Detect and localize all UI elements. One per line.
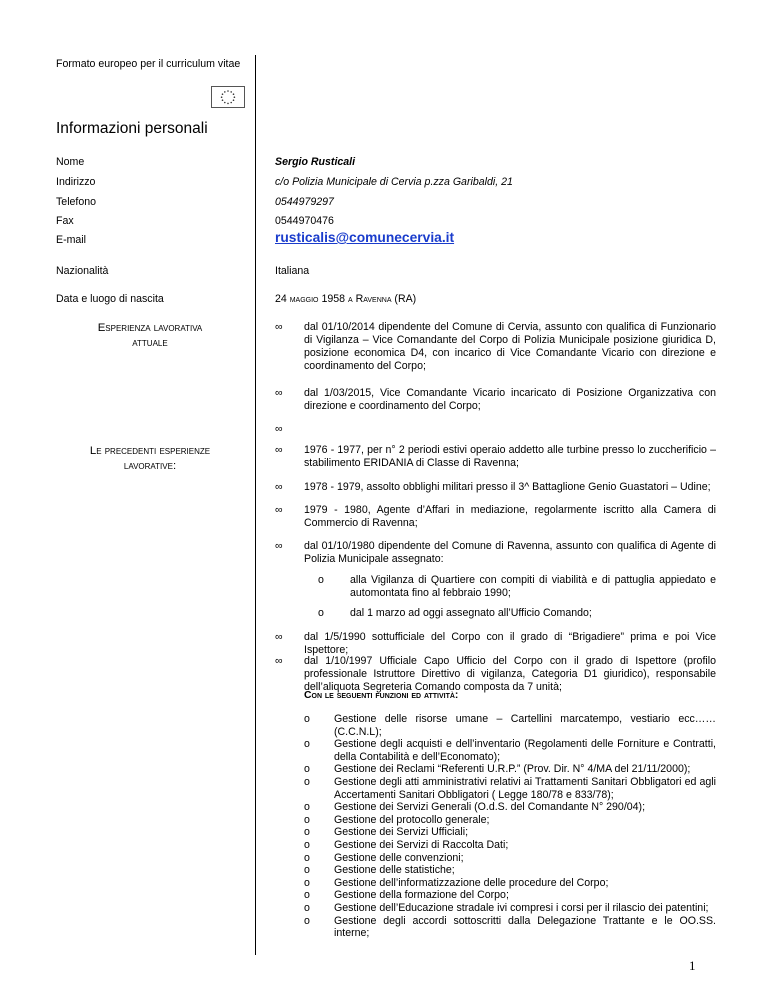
function-text: Gestione delle risorse umane – Cartellini marcatempo, vestiario ecc…… (C.C.N.L); — [334, 713, 716, 738]
eu-flag-icon — [211, 86, 245, 108]
list-item — [304, 877, 716, 890]
previous-item-1: 1976 - 1977, per n° 2 periodi estivi operaio addetto alle turbine presso lo zuccherificio – stabilimento ERIDANIA di Classe di Ravenna; — [304, 444, 716, 470]
current-experience-heading — [60, 321, 240, 351]
birth-label: Data e luogo di nascita — [56, 293, 164, 305]
nationality-value: Italiana — [275, 265, 310, 277]
email-link[interactable]: rusticalis@comunecervia.it — [275, 230, 455, 245]
previous-subitem-2: dal 1 marzo ad oggi assegnato all’Ufficio Comando; — [350, 607, 592, 619]
sub-bullet-symbol: o — [304, 801, 310, 814]
function-text: Gestione del protocollo generale; — [334, 813, 490, 826]
column-divider — [255, 55, 256, 955]
fax-value: 0544970476 — [275, 215, 334, 227]
current-heading-line2: attuale — [132, 336, 168, 349]
list-item — [304, 915, 716, 940]
list-item — [304, 864, 716, 877]
sub-bullet-symbol: o — [304, 713, 310, 725]
function-text: Gestione dell’informatizzazione delle procedure del Corpo; — [334, 876, 609, 889]
sub-bullet-symbol: o — [304, 738, 310, 751]
bullet-symbol: ∞ — [275, 655, 283, 667]
bullet-symbol: ∞ — [275, 631, 283, 643]
previous-item-2: 1978 - 1979, assolto obblighi militari presso il 3^ Battaglione Genio Guastatori – Udine; — [304, 481, 711, 493]
list-item — [304, 889, 716, 902]
previous-heading-line1: Le precedenti esperienze — [89, 445, 211, 457]
name-value: Sergio Rusticali — [275, 156, 356, 168]
list-item — [304, 902, 716, 915]
function-text: Gestione dei Reclami “Referenti U.R.P.” (Prov. Dir. N° 4/MA del 21/11/2000); — [334, 763, 691, 776]
bullet-symbol: ∞ — [275, 423, 283, 435]
sub-bullet-symbol: o — [304, 876, 310, 889]
function-text: Gestione degli acquisti e dell’inventario (Regolamenti delle Forniture e Contratti, della Contabilità e dell’Economato); — [334, 738, 716, 763]
list-item — [304, 738, 716, 763]
sub-bullet-symbol: o — [304, 838, 310, 851]
sub-bullet-symbol: o — [318, 574, 324, 586]
sub-bullet-symbol: o — [304, 889, 310, 902]
bullet-symbol: ∞ — [275, 387, 283, 399]
function-text: Gestione dei Servizi Generali (O.d.S. del Comandante N° 290/04); — [334, 801, 646, 814]
sub-bullet-symbol: o — [318, 607, 324, 619]
list-item — [304, 852, 716, 865]
sub-bullet-symbol: o — [304, 864, 310, 877]
list-item — [304, 814, 716, 827]
function-text: Gestione degli accordi sottoscritti dalla Delegazione Trattante e le OO.SS. interne; — [334, 914, 716, 940]
function-text: Gestione dei Servizi di Raccolta Dati; — [334, 838, 509, 851]
functions-heading: Con le seguenti funzioni ed attività: — [304, 690, 459, 701]
current-item-1: dal 01/10/2014 dipendente del Comune di Cervia, assunto con qualifica di Funzionario di Vigilanza – Vice Comandante del Corpo di Polizia Municipale posizione giuridica D, posizione economica D4, con incarico di Vice Comandante Vicario con direzione e coordinamento del Corpo; — [304, 321, 716, 373]
bullet-symbol: ∞ — [275, 321, 283, 333]
sub-bullet-symbol: o — [304, 851, 310, 864]
bullet-symbol: ∞ — [275, 504, 283, 516]
list-item — [304, 826, 716, 839]
email-label: E-mail — [56, 234, 87, 246]
previous-item-6: dal 1/10/1997 Ufficiale Capo Ufficio del Corpo con il grado di Ispettore (profilo professionale Istruttore Direttivo di vigilanza, Categoria D1 giuridico), responsabile dell’aliquota Segreteria Comando composta da 7 unità; — [304, 655, 716, 694]
function-text: Gestione degli atti amministrativi relativi ai Trattamenti Sanitari Obbligatori ed agli Accertamenti Sanitari Obbligatori ( Legge 180/78 e 833/78); — [334, 775, 716, 801]
list-item — [304, 776, 716, 801]
previous-heading-line2: lavorative: — [123, 459, 177, 472]
list-item — [304, 763, 716, 776]
sub-bullet-symbol: o — [304, 763, 310, 776]
fax-label: Fax — [56, 215, 74, 227]
function-text: Gestione delle statistiche; — [334, 864, 455, 877]
page-number: 1 — [689, 958, 696, 973]
list-item — [304, 713, 716, 738]
current-item-2: dal 1/03/2015, Vice Comandante Vicario incaricato di Posizione Organizzativa con direzione e coordinamento del Corpo; — [304, 387, 716, 413]
address-label: Indirizzo — [56, 176, 96, 188]
sub-bullet-symbol: o — [304, 813, 310, 826]
phone-label: Telefono — [56, 196, 97, 208]
sub-bullet-symbol: o — [304, 901, 310, 914]
document-header: Formato europeo per il curriculum vitae — [56, 58, 241, 70]
previous-item-3: 1979 - 1980, Agente d’Affari in mediazione, regolarmente iscritto alla Camera di Commercio di Ravenna; — [304, 504, 716, 530]
section-title: Informazioni personali — [56, 120, 208, 137]
sub-bullet-symbol: o — [304, 914, 310, 927]
sub-bullet-symbol: o — [304, 775, 310, 788]
bullet-symbol: ∞ — [275, 540, 283, 552]
previous-experience-heading — [60, 444, 240, 474]
function-text: Gestione dell’Educazione stradale ivi compresi i corsi per il rilascio dei patentini; — [334, 901, 709, 914]
address-value: c/o Polizia Municipale di Cervia p.zza Garibaldi, 21 — [275, 176, 513, 188]
phone-value: 0544979297 — [275, 196, 334, 208]
current-heading-line1: Esperienza lavorativa — [97, 322, 203, 334]
function-text: Gestione delle convenzioni; — [334, 851, 464, 864]
functions-list — [304, 713, 716, 940]
bullet-symbol: ∞ — [275, 444, 283, 456]
function-text: Gestione dei Servizi Ufficiali; — [334, 826, 469, 839]
previous-item-5: dal 1/5/1990 sottufficiale del Corpo con il grado di “Brigadiere” prima e poi Vice Ispettore; — [304, 631, 716, 657]
birth-value: 24 maggio 1958 a Ravenna (RA) — [275, 293, 417, 305]
function-text: Gestione della formazione del Corpo; — [334, 889, 509, 902]
previous-subitem-1: alla Vigilanza di Quartiere con compiti di viabilità e di pattuglia appiedato e automontata fino al febbraio 1990; — [350, 574, 716, 600]
nationality-label: Nazionalità — [56, 265, 109, 277]
bullet-symbol: ∞ — [275, 481, 283, 493]
name-label: Nome — [56, 156, 85, 168]
list-item — [304, 839, 716, 852]
sub-bullet-symbol: o — [304, 826, 310, 839]
previous-item-4: dal 01/10/1980 dipendente del Comune di Ravenna, assunto con qualifica di Agente di Polizia Municipale assegnato: — [304, 540, 716, 566]
list-item — [304, 801, 716, 814]
